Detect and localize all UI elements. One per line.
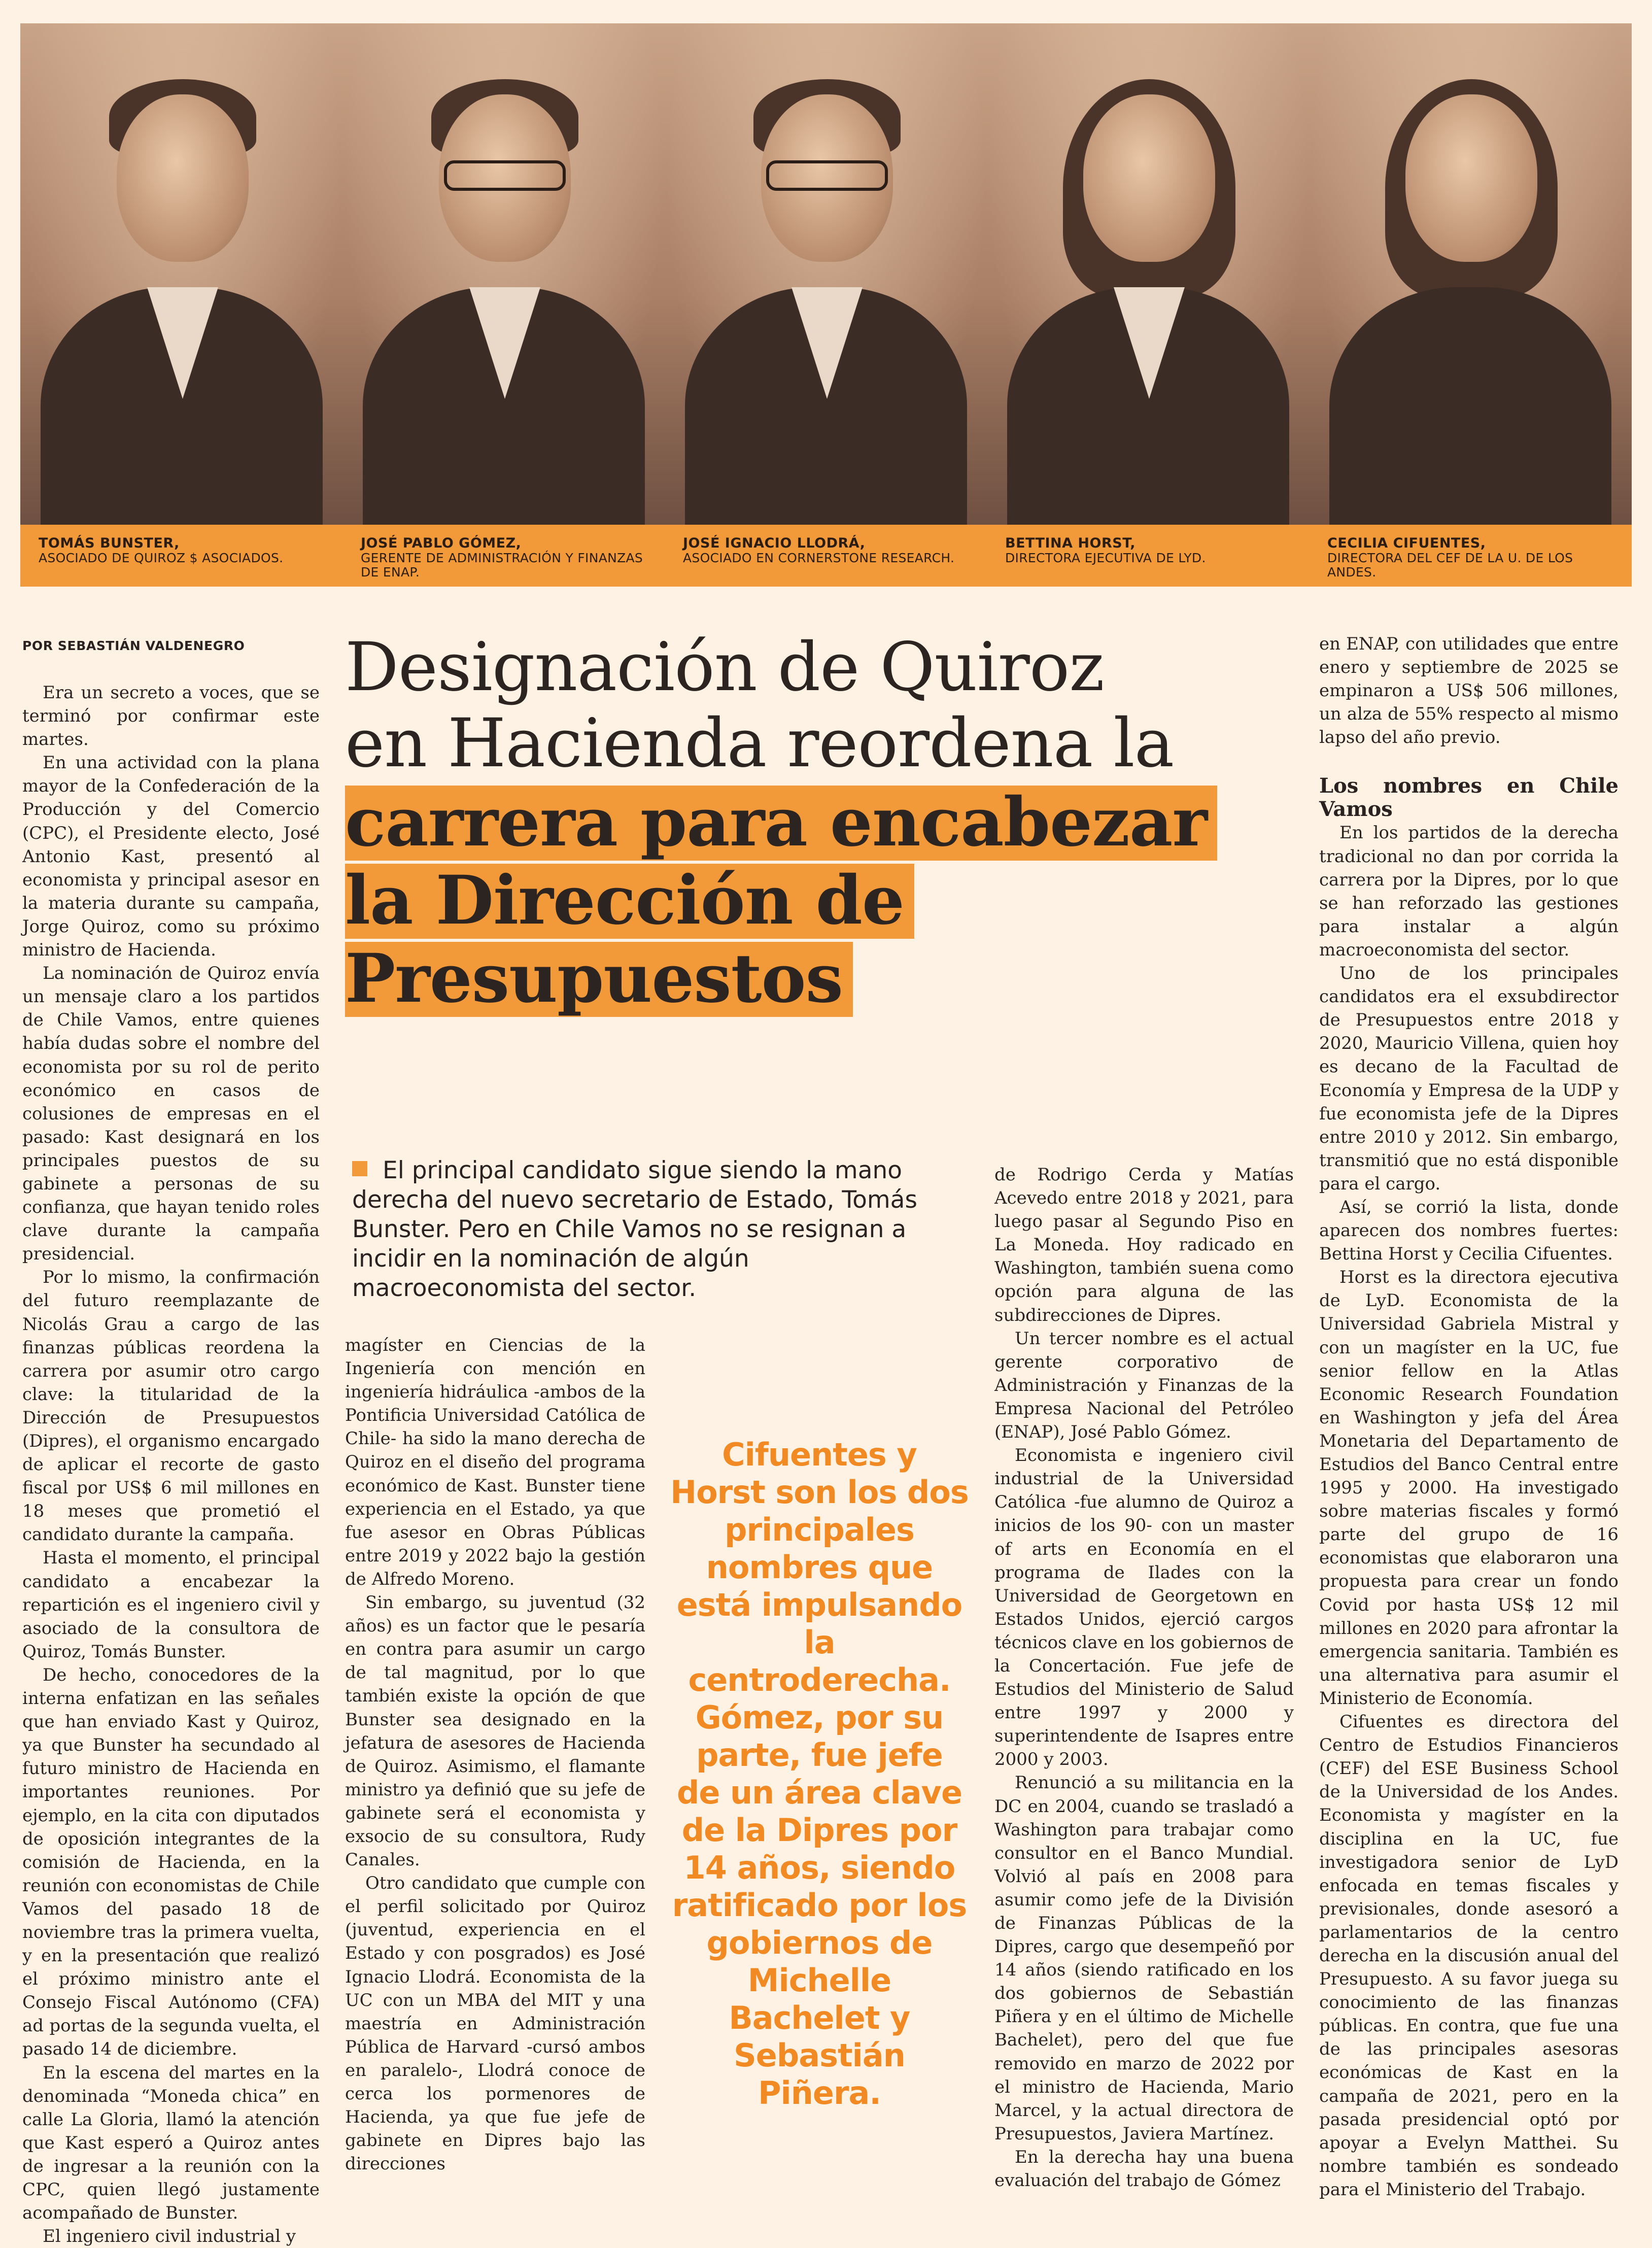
headline [345,629,1289,1020]
paragraph: Cifuentes es directora del Centro de Estudios Financieros (CEF) del ESE Business School de la Universidad de los Andes. Economista y magíster en la disciplina en la UC, fue investigadora senior de LyD enfocada en temas fiscales y previsionales, donde asesoró a parlamentarios de la centro derecha en la discusión anual del Presupuesto. A su favor juega su conocimiento de las finanzas públicas. En contra, que fue una de las principales asesoras económicas de Kast en la campaña de 2021, pero en la pasada presidencial optó por apoyar a Evelyn Matthei. Su nombre también es sondeado para el Ministerio del Trabajo. [1319,1712,1619,2200]
photo-card-bunster [20,23,343,587]
paragraph: Renunció a su militancia en la DC en 2004, cuando se trasladó a Washington para trabajar como consultor en el Banco Mundial. Volvió al país en 2008 para asumir como jefe de la División de Finanzas Públicas de la Dipres, cargo que desempeñó por 14 años (siendo ratificado en los dos gobiernos de Sebastián Piñera y en el último de Michelle Bachelet), pero del que fue removido en marzo de 2022 por el ministro de Hacienda, Mario Marcel, y la actual directora de Presupuestos, Javiera Martínez. [994,1773,1294,2144]
paragraph: Era un secreto a voces, que se terminó por confirmar este martes. [22,683,320,750]
photo-caption [1309,525,1632,587]
lead-text: El principal candidato sigue siendo la mano derecha del nuevo secretario de Estado, Tomás Bunster. Pero en Chile Vamos no se resignan a incidir en la nominación de algún macroeconomista del sector. [352,1156,917,1302]
subheading: Los nombres en Chile Vamos [1319,774,1619,822]
paragraph: en ENAP, con utilidades que entre enero y septiembre de 2025 se empinaron a US$ 506 millones, un alza de 55% respecto al mismo lapso del año previo. [1319,634,1619,748]
paragraph: magíster en Ciencias de la Ingeniería con mención en ingeniería hidráulica -ambos de la Pontificia Universidad Católica de Chile- ha sido la mano derecha de Quiroz en el diseño del programa económico de Kast. Bunster tiene experiencia en el Estado, ya que fue asesor en Obras Públicas entre 2019 y 2022 bajo la gestión de Alfredo Moreno. [345,1335,645,1589]
photo-card-llodra [665,23,987,587]
portrait-photo [665,23,987,525]
caption-role: ASOCIADO DE QUIROZ $ ASOCIADOS. [39,551,284,565]
paragraph: Un tercer nombre es el actual gerente corporativo de Administración y Finanzas de la Empresa Nacional del Petróleo (ENAP), José Pablo Gómez. [994,1328,1294,1443]
paragraph: Por lo mismo, la confirmación del futuro reemplazante de Nicolás Grau a cargo de las finanzas públicas reordena la carrera por asumir otro cargo clave: la titularidad de la Dirección de Presupuestos (Dipres), el organismo encargado de aplicar el recorte de gasto fiscal por US$ 6 mil millones en 18 meses que prometió el candidato durante la campaña. [22,1267,320,1545]
caption-name: JOSÉ PABLO GÓMEZ, [361,535,522,551]
article-column-4 [1319,632,1619,2201]
headline-line: en Hacienda reordena la [345,704,1174,782]
photo-caption [987,525,1310,587]
caption-role: GERENTE DE ADMINISTRACIÓN Y FINANZAS DE ENAP. [361,551,643,580]
article-column-2 [345,1334,645,2175]
portrait-photo [342,23,665,525]
caption-role: ASOCIADO EN CORNERSTONE RESEARCH. [683,551,955,565]
caption-name: JOSÉ IGNACIO LLODRÁ, [683,535,866,551]
paragraph: Hasta el momento, el principal candidato a encabezar la repartición es el ingeniero civil y asociado de la consultora de Quiroz, Tomás Bunster. [22,1548,320,1662]
caption-role: DIRECTORA DEL CEF DE LA U. DE LOS ANDES. [1327,551,1573,580]
photo-strip [20,23,1632,587]
paragraph: Sin embargo, su juventud (32 años) es un factor que le pesaría en contra para asumir un cargo de tal magnitud, por lo que también existe la opción de que Bunster sea designado en la jefatura de asesores de Hacienda de Quiroz. Asimismo, el flamante ministro ya definió que su jefe de gabinete será el economista y exsocio de su consultora, Rudy Canales. [345,1592,645,1870]
paragraph: de Rodrigo Cerda y Matías Acevedo entre 2018 y 2021, para luego pasar al Segundo Piso en La Moneda. Hoy radicado en Washington, también suena como opción para alguna de las subdirecciones de Dipres. [994,1165,1294,1325]
photo-caption [20,525,343,587]
lead-paragraph [352,1156,941,1303]
paragraph: En una actividad con la plana mayor de la Confederación de la Producción y del Comercio (CPC), el Presidente electo, José Antonio Kast, presentó al economista y principal asesor en la materia durante su campaña, Jorge Quiroz, como su próximo ministro de Hacienda. [22,753,320,961]
paragraph: La nominación de Quiroz envía un mensaje claro a los partidos de Chile Vamos, entre quienes había dudas sobre el nombre del economista por su rol de perito económico en casos de colusiones de empresas en el pasado: Kast designará en los principales puestos de su gabinete a personas de su confianza, que hayan tenido roles clave durante la campaña presidencial. [22,963,320,1265]
paragraph: Economista e ingeniero civil industrial de la Universidad Católica -fue alumno de Quiroz a inicios de los 90- con un master of arts en Economía en el programa de Ilades con la Universidad de Georgetown en Estados Unidos, ejerció cargos técnicos clave en los gobiernos de la Concertación. Fue jefe de Estudios del Ministerio de Salud entre 1997 y 2000 y superintendente de Isapres entre 2000 y 2003. [994,1445,1294,1770]
article-column-3 [994,1163,1294,2192]
bullet-square-icon [352,1161,367,1176]
caption-role: DIRECTORA EJECUTIVA DE LYD. [1005,551,1206,565]
paragraph: Horst es la directora ejecutiva de LyD. Economista de la Universidad Gabriela Mistral y con un magíster en la UC, fue senior fellow en la Atlas Economic Research Foundation en Washington y jefa del Área Monetaria del Departamento de Estudios del Banco Central entre 1995 y 2000. Ha investigado sobre materias fiscales y formó parte del grupo de 16 economistas que elaboraron una propuesta para crear un fondo Covid por hasta US$ 12 mil millones en 2020 para afrontar la emergencia sanitaria. También es una alternativa para asumir el Ministerio de Economía. [1319,1267,1619,1709]
portrait-photo [20,23,343,525]
paragraph: En la escena del martes en la denominada “Moneda chica” en calle La Gloria, llamó la atención que Kast esperó a Quiroz antes de ingresar a la reunión con la CPC, quien llegó justamente acompañado de Bunster. [22,2062,320,2224]
headline-highlight-line: la Dirección de [345,864,914,939]
caption-name: TOMÁS BUNSTER, [39,535,180,551]
headline-highlight-line: Presupuestos [345,942,853,1017]
article-column-1 [22,681,320,2248]
photo-card-horst [987,23,1310,587]
caption-name: CECILIA CIFUENTES, [1327,535,1486,551]
paragraph: En la derecha hay una buena evaluación del trabajo de Gómez [994,2147,1294,2191]
photo-caption [665,525,987,587]
byline: POR SEBASTIÁN VALDENEGRO [22,638,245,653]
headline-line: Designación de Quiroz [345,628,1104,706]
caption-name: BETTINA HORST, [1005,535,1136,551]
paragraph: De hecho, conocedores de la interna enfatizan en las señales que han enviado Kast y Quiroz, ya que Bunster ha secundado al futuro ministro de Hacienda en importantes reuniones. Por ejemplo, en la cita con diputados de oposición integrantes de la comisión de Hacienda, en la reunión con economistas de Chile Vamos del pasado 18 de noviembre tras la primera vuelta, y en la presentación que realizó el próximo ministro ante el Consejo Fiscal Autónomo (CFA) ad portas de la segunda vuelta, el pasado 14 de diciembre. [22,1664,320,2060]
photo-card-gomez [342,23,665,587]
portrait-photo [1309,23,1632,525]
portrait-photo [987,23,1310,525]
photo-card-cifuentes [1309,23,1632,587]
paragraph: En los partidos de la derecha tradicional no dan por corrida la carrera por la Dipres, por lo que se han reforzado las gestiones para instalar a algún macroeconomista del sector. [1319,823,1619,960]
paragraph: El ingeniero civil industrial y [43,2226,296,2247]
photo-caption [342,525,665,587]
paragraph: Otro candidato que cumple con el perfil solicitado por Quiroz (juventud, experiencia en el Estado y con posgrados) es José Ignacio Llodrá. Economista de la UC con un MBA del MIT y una maestría en Administración Pública de Harvard -cursó ambos en paralelo-, Llodrá conoce de cerca los pormenores de Hacienda, ya que fue jefe de gabinete en Dipres bajo las direcciones [345,1873,645,2174]
paragraph: Así, se corrió la lista, donde aparecen dos nombres fuertes: Bettina Horst y Cecilia Cifuentes. [1319,1197,1619,1265]
pull-quote: Cifuentes y Horst son los dos principales nombres que está impulsando la centroderecha. Gómez, por su parte, fue jefe de un área clave de la Dipres por 14 años, siendo ratificado por los gobiernos de Michelle Bachelet y Sebastián Piñera. [670,1436,969,2111]
paragraph: Uno de los principales candidatos era el exsubdirector de Presupuestos entre 2018 y 2020, Mauricio Villena, quien hoy es decano de la Facultad de Economía y Empresa de la UDP y fue economista jefe de la Dipres entre 2010 y 2012. Sin embargo, transmitió que no está disponible para el cargo. [1319,963,1619,1194]
headline-highlight-line: carrera para encabezar [345,786,1217,861]
